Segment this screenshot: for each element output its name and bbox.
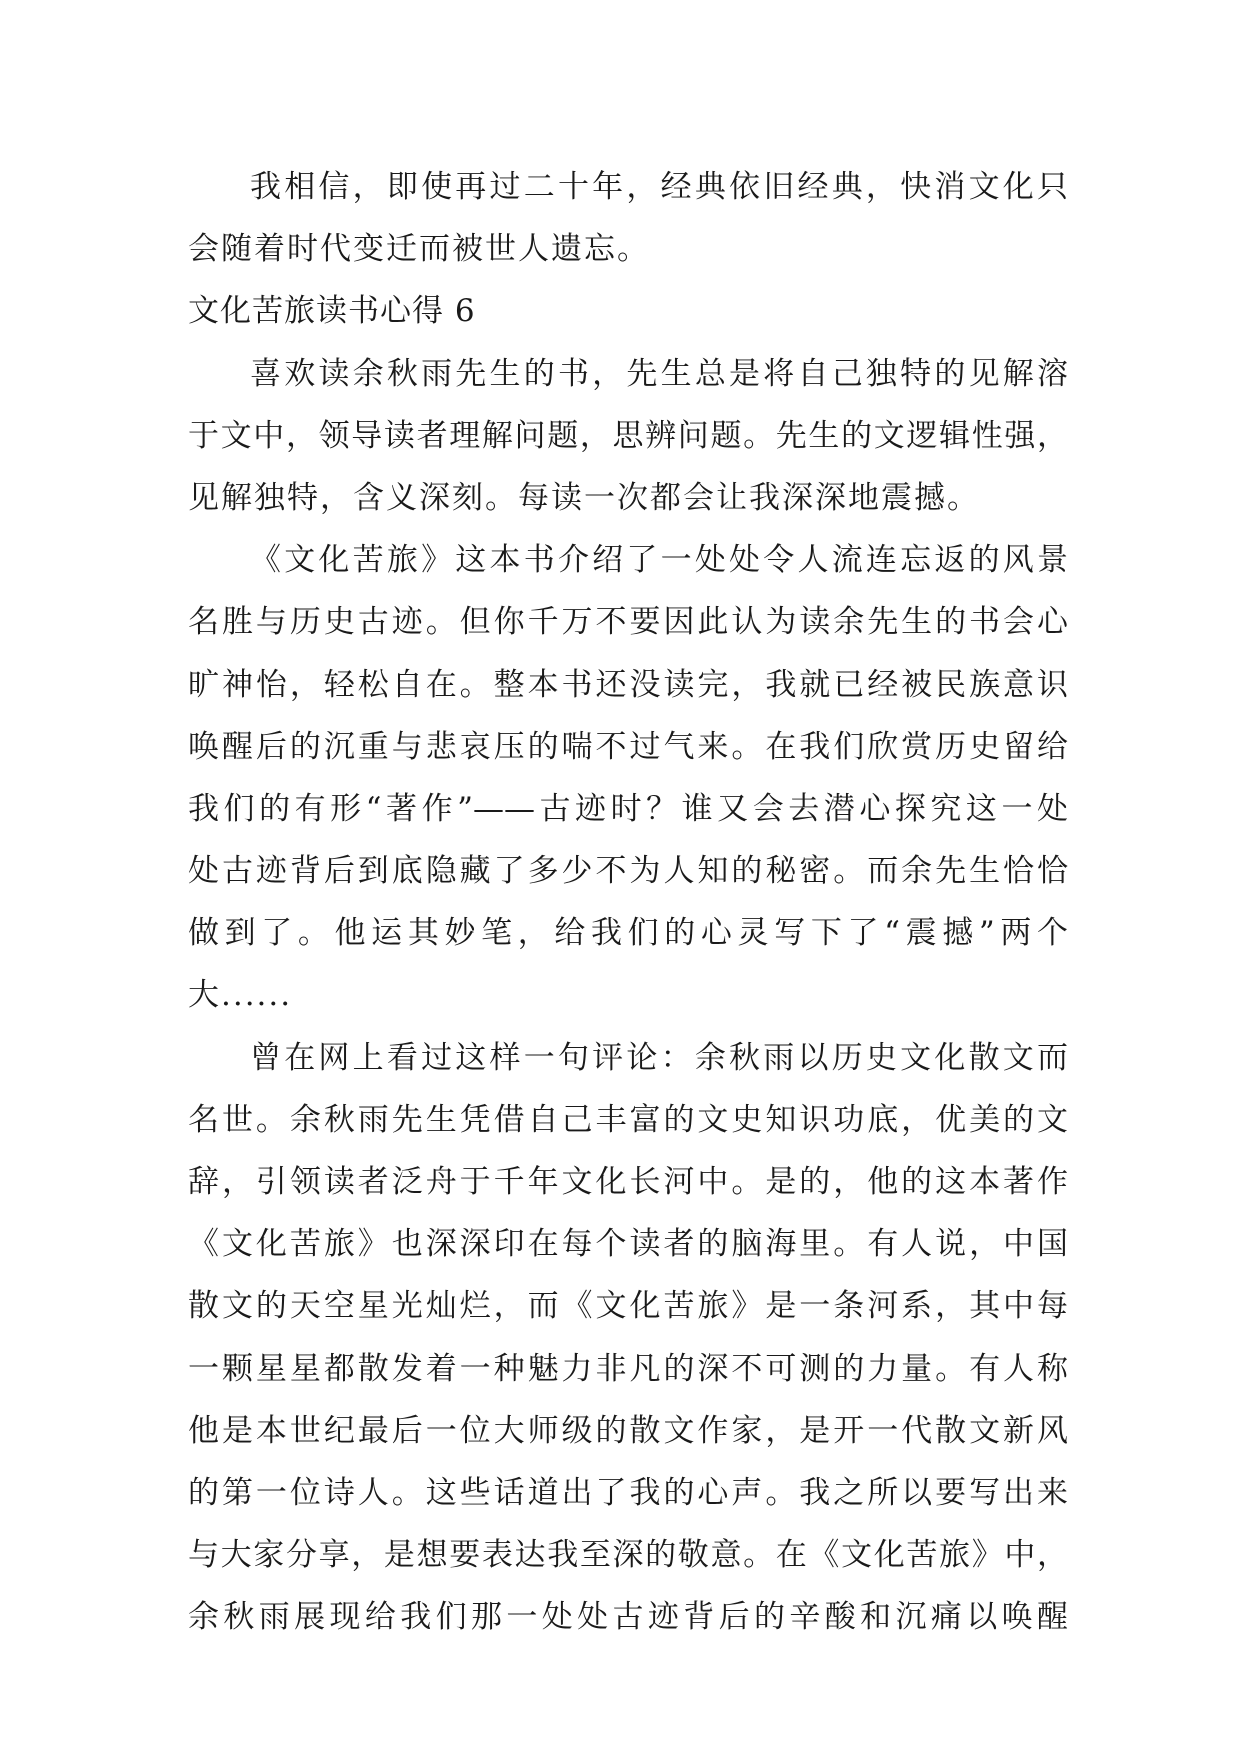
paragraph-line: 会随着时代变迁而被世人遗忘。 [188, 231, 650, 268]
document-body [188, 156, 1068, 1649]
section-heading: 文化苦旅读书心得 6 [188, 293, 476, 330]
paragraph-line: 旷神怡，轻松自在。整本书还没读完，我就已经被民族意识 [188, 666, 1068, 703]
paragraph-line: 于文中，领导读者理解问题，思辨问题。先生的文逻辑性强， [188, 417, 1068, 454]
paragraph-line: 喜欢读余秋雨先生的书，先生总是将自己独特的见解溶 [250, 355, 1068, 392]
paragraph-line: 名胜与历史古迹。但你千万不要因此认为读余先生的书会心 [188, 604, 1068, 641]
paragraph-line: 余秋雨展现给我们那一处处古迹背后的辛酸和沉痛以唤醒 [188, 1599, 1068, 1636]
paragraph-line: 与大家分享，是想要表达我至深的敬意。在《文化苦旅》中， [188, 1537, 1068, 1574]
paragraph-line: 名世。余秋雨先生凭借自己丰富的文史知识功底，优美的文 [188, 1101, 1068, 1138]
paragraph-line: 《文化苦旅》这本书介绍了一处处令人流连忘返的风景 [250, 542, 1068, 579]
paragraph-line: 《文化苦旅》也深深印在每个读者的脑海里。有人说，中国 [188, 1226, 1068, 1263]
paragraph-line: 大...... [188, 977, 293, 1014]
paragraph-line: 一颗星星都散发着一种魅力非凡的深不可测的力量。有人称 [188, 1350, 1068, 1387]
paragraph-line: 辞，引领读者泛舟于千年文化长河中。是的，他的这本著作 [188, 1164, 1068, 1200]
paragraph-line: 做到了。他运其妙笔，给我们的心灵写下了“震撼”两个 [188, 915, 1068, 952]
paragraph-line: 的第一位诗人。这些话道出了我的心声。我之所以要写出来 [188, 1474, 1068, 1511]
paragraph-line: 曾在网上看过这样一句评论：余秋雨以历史文化散文而 [250, 1039, 1068, 1076]
paragraph-line: 散文的天空星光灿烂，而《文化苦旅》是一条河系，其中每 [188, 1288, 1068, 1325]
paragraph-line: 我们的有形“著作”——古迹时？谁又会去潜心探究这一处 [188, 790, 1068, 827]
paragraph-line: 处古迹背后到底隐藏了多少不为人知的秘密。而余先生恰恰 [188, 853, 1068, 890]
paragraph-line: 我相信，即使再过二十年，经典依旧经典，快消文化只 [250, 169, 1068, 205]
paragraph-line: 他是本世纪最后一位大师级的散文作家，是开一代散文新风 [188, 1412, 1068, 1449]
paragraph-line: 见解独特，含义深刻。每读一次都会让我深深地震撼。 [188, 479, 980, 516]
paragraph-line: 唤醒后的沉重与悲哀压的喘不过气来。在我们欣赏历史留给 [188, 728, 1068, 765]
